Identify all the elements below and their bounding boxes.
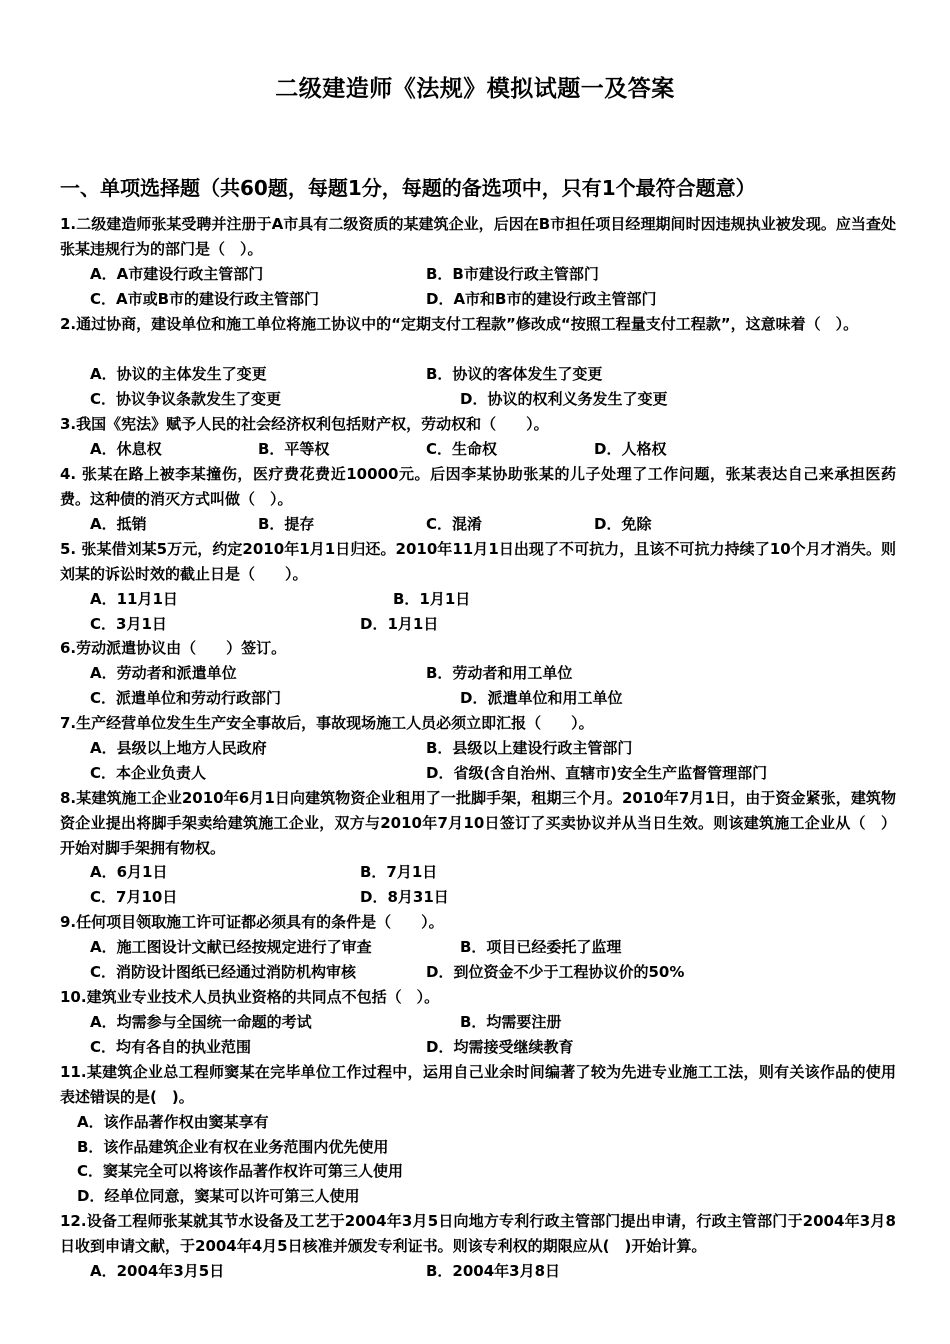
question-3-option-b: B．平等权 [258,440,330,458]
question-10-stem: 10.建筑业专业技术人员执业资格的共同点不包括（ ）。 [60,988,440,1006]
question-6-option-c: C．派遣单位和劳动行政部门 [90,689,282,707]
question-4-option-a: A．抵销 [90,515,147,533]
question-8-option-c: C．7月10日 [90,888,178,906]
question-9-option-b: B．项目已经委托了监理 [460,938,622,956]
question-4-option-d: D．免除 [594,515,652,533]
question-4-option-b: B．提存 [258,515,315,533]
question-9-option-c: C．消防设计图纸已经通过消防机构审核 [90,963,357,981]
question-11-stem: 11.某建筑企业总工程师窦某在完毕单位工作过程中，运用自己业余时间编著了较为先进专业施工工法，则有关该作品的使用表述错误的是( )。 [60,1063,896,1106]
question-6-option-d: D．派遣单位和用工单位 [460,689,623,707]
question-9-option-a: A．施工图设计文献已经按规定进行了审查 [90,938,372,956]
question-1-option-c: C．A市或B市的建设行政主管部门 [90,290,320,308]
question-9-stem: 9.任何项目领取施工许可证都必须具有的条件是（ ）。 [60,913,444,931]
question-7-option-c: C．本企业负责人 [90,764,207,782]
question-2-option-b: B．协议的客体发生了变更 [426,365,603,383]
question-8-option-a: A．6月1日 [90,863,168,881]
question-5-option-a: A．11月1日 [90,590,178,608]
question-11-option-d: D．经单位同意，窦某可以许可第三人使用 [77,1187,360,1205]
question-3-option-c: C．生命权 [426,440,498,458]
question-1-option-b: B．B市建设行政主管部门 [426,265,599,283]
question-11-option-c: C．窦某完全可以将该作品著作权许可第三人使用 [77,1162,404,1180]
question-1-stem: 1.二级建造师张某受聘并注册于A市具有二级资质的某建筑企业，后因在B市担任项目经理期间时因违规执业被发现。应当查处张某违规行为的部门是（ ）。 [60,215,896,258]
question-7-option-d: D．省级(含自治州、直辖市)安全生产监督管理部门 [426,764,768,782]
question-10-option-a: A．均需参与全国统一命题的考试 [90,1013,312,1031]
question-8-option-b: B．7月1日 [360,863,438,881]
question-10-option-d: D．均需接受继续教育 [426,1038,574,1056]
question-2-stem: 2.通过协商，建设单位和施工单位将施工协议中的“定期支付工程款”修改成“按照工程量支付工程款”，这意味着（ ）。 [60,315,859,333]
question-8-stem: 8.某建筑施工企业2010年6月1日向建筑物资企业租用了一批脚手架，租期三个月。2010年7月1日，由于资金紧张，建筑物资企业提出将脚手架卖给建筑施工企业，双方与2010年7月10日签订了买卖协议并从当日生效。则该建筑施工企业从（ ）开始对脚手架拥有物权。 [60,789,896,857]
question-5-stem: 5. 张某借刘某5万元，约定2010年1月1日归还。2010年11月1日出现了不可抗力，且该不可抗力持续了10个月才消失。则刘某的诉讼时效的截止日是（ ）。 [60,540,896,583]
question-6-option-a: A．劳动者和派遣单位 [90,664,237,682]
question-12-stem: 12.设备工程师张某就其节水设备及工艺于2004年3月5日向地方专利行政主管部门提出申请，行政主管部门于2004年3月8日收到申请文献，于2004年4月5日核准并颁发专利证书。则该专利权的期限应从( )开始计算。 [60,1212,896,1255]
section-heading: 一、单项选择题（共60题，每题1分，每题的备选项中，只有1个最符合题意） [60,176,756,200]
question-4-stem: 4. 张某在路上被李某撞伤，医疗费花费近10000元。后因李某协助张某的儿子处理了工作问题，张某表达自己来承担医药费。这种债的消灭方式叫做（ ）。 [60,465,896,508]
document-title: 二级建造师《法规》模拟试题一及答案 [275,76,675,102]
question-1-option-a: A．A市建设行政主管部门 [90,265,264,283]
question-10-option-b: B．均需要注册 [460,1013,562,1031]
question-6-stem: 6.劳动派遣协议由（ ）签订。 [60,639,287,657]
question-2-option-d: D．协议的权利义务发生了变更 [460,390,668,408]
question-9-option-d: D．到位资金不少于工程协议价的50% [426,963,685,981]
question-3-option-a: A．休息权 [90,440,162,458]
question-5-option-b: B．1月1日 [393,590,471,608]
question-5-option-c: C．3月1日 [90,615,167,633]
question-11-option-a: A．该作品著作权由窦某享有 [77,1113,269,1131]
question-2-option-c: C．协议争议条款发生了变更 [90,390,282,408]
question-5-option-d: D．1月1日 [360,615,439,633]
question-3-option-d: D．人格权 [594,440,667,458]
question-2-option-a: A．协议的主体发生了变更 [90,365,267,383]
question-7-option-b: B．县级以上建设行政主管部门 [426,739,633,757]
question-11-option-b: B．该作品建筑企业有权在业务范围内优先使用 [77,1138,389,1156]
question-7-option-a: A．县级以上地方人民政府 [90,739,267,757]
question-10-option-c: C．均有各自的执业范围 [90,1038,252,1056]
question-7-stem: 7.生产经营单位发生生产安全事故后，事故现场施工人员必须立即汇报（ ）。 [60,714,594,732]
question-6-option-b: B．劳动者和用工单位 [426,664,573,682]
question-1-option-d: D．A市和B市的建设行政主管部门 [426,290,657,308]
question-12-option-b: B．2004年3月8日 [426,1262,561,1280]
question-8-option-d: D．8月31日 [360,888,449,906]
question-12-option-a: A．2004年3月5日 [90,1262,225,1280]
question-3-stem: 3.我国《宪法》赋予人民的社会经济权利包括财产权，劳动权和（ ）。 [60,415,549,433]
question-4-option-c: C．混淆 [426,515,483,533]
